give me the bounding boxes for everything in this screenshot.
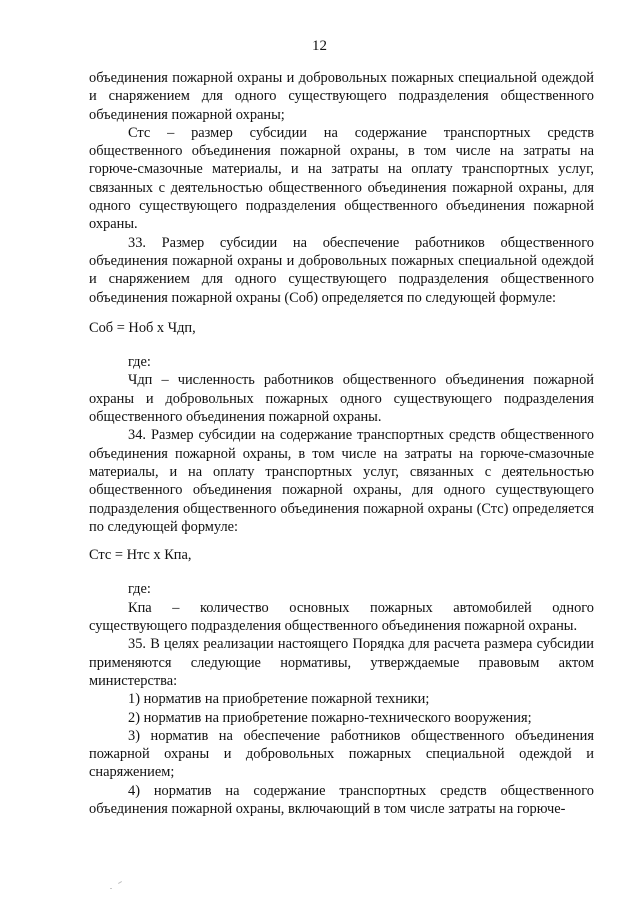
list-item-1: 1) норматив на приобретение пожарной техники; xyxy=(128,691,430,708)
paragraph-33: 33. Размер субсидии на обеспечение работников общественного объединения пожарной охраны и добровольных пожарных специальной одеждой и снаряжением для одного существующего подразделения общественного объединения пожарной охраны (Соб) определяется по следующей формуле: xyxy=(89,234,594,306)
paragraph-kpa-definition: Кпа – количество основных пожарных автомобилей одного существующего подразделения общественного объединения пожарной охраны. xyxy=(89,599,594,635)
list-item-3: 3) норматив на обеспечение работников общественного объединения пожарной охраны и добровольных пожарных специальной одеждой и снаряжением; xyxy=(89,727,594,781)
paragraph-34: 34. Размер субсидии на содержание транспортных средств общественного объединения пожарной охраны, в том числе на затраты на горюче-смазочные материалы, и на оплату транспортных услуг, связанных с деятельностью общественного объединения пожарной охраны, для одного существующего подразделения общественного объединения пожарной охраны (Стс) определяется по следующей формуле: xyxy=(89,427,594,535)
paragraph-where-2: где: xyxy=(128,581,151,598)
page-number: 12 xyxy=(312,38,327,54)
list-item-4: 4) норматив на содержание транспортных средств общественного объединения пожарной охраны, включающий в том числе затраты на горюче- xyxy=(89,782,594,817)
paragraph-where-1: где: xyxy=(128,354,151,371)
scan-speck xyxy=(118,881,122,884)
paragraph-continuation: объединения пожарной охраны и добровольных пожарных специальной одеждой и снаряжением для одного существующего подразделения общественного объединения пожарной охраны; xyxy=(89,70,594,123)
formula-stc: Стс = Нтс х Кпа, xyxy=(89,547,192,564)
paragraph-stc-definition: Стс – размер субсидии на содержание транспортных средств общественного объединения пожарной охраны, в том числе на затраты на горюче-смазочные материалы, и на затраты на оплату транспортных услуг, связанных с деятельностью общественного объединения пожарной охраны, для одного существующего подразделения общественного объединения пожарной охраны. xyxy=(89,124,594,233)
formula-sob: Соб = Ноб х Чдп, xyxy=(89,319,196,336)
document-body xyxy=(89,69,594,818)
paragraph-35: 35. В целях реализации настоящего Порядка для расчета размера субсидии применяются следующие нормативы, утверждаемые правовым актом министерства: xyxy=(89,636,594,689)
list-item-2: 2) норматив на приобретение пожарно-технического вооружения; xyxy=(128,709,532,726)
scan-speck xyxy=(110,888,112,889)
paragraph-chdp-definition: Чдп – численность работников общественного объединения пожарной охраны и добровольных пожарных одного существующего подразделения общественного объединения пожарной охраны. xyxy=(89,372,594,426)
